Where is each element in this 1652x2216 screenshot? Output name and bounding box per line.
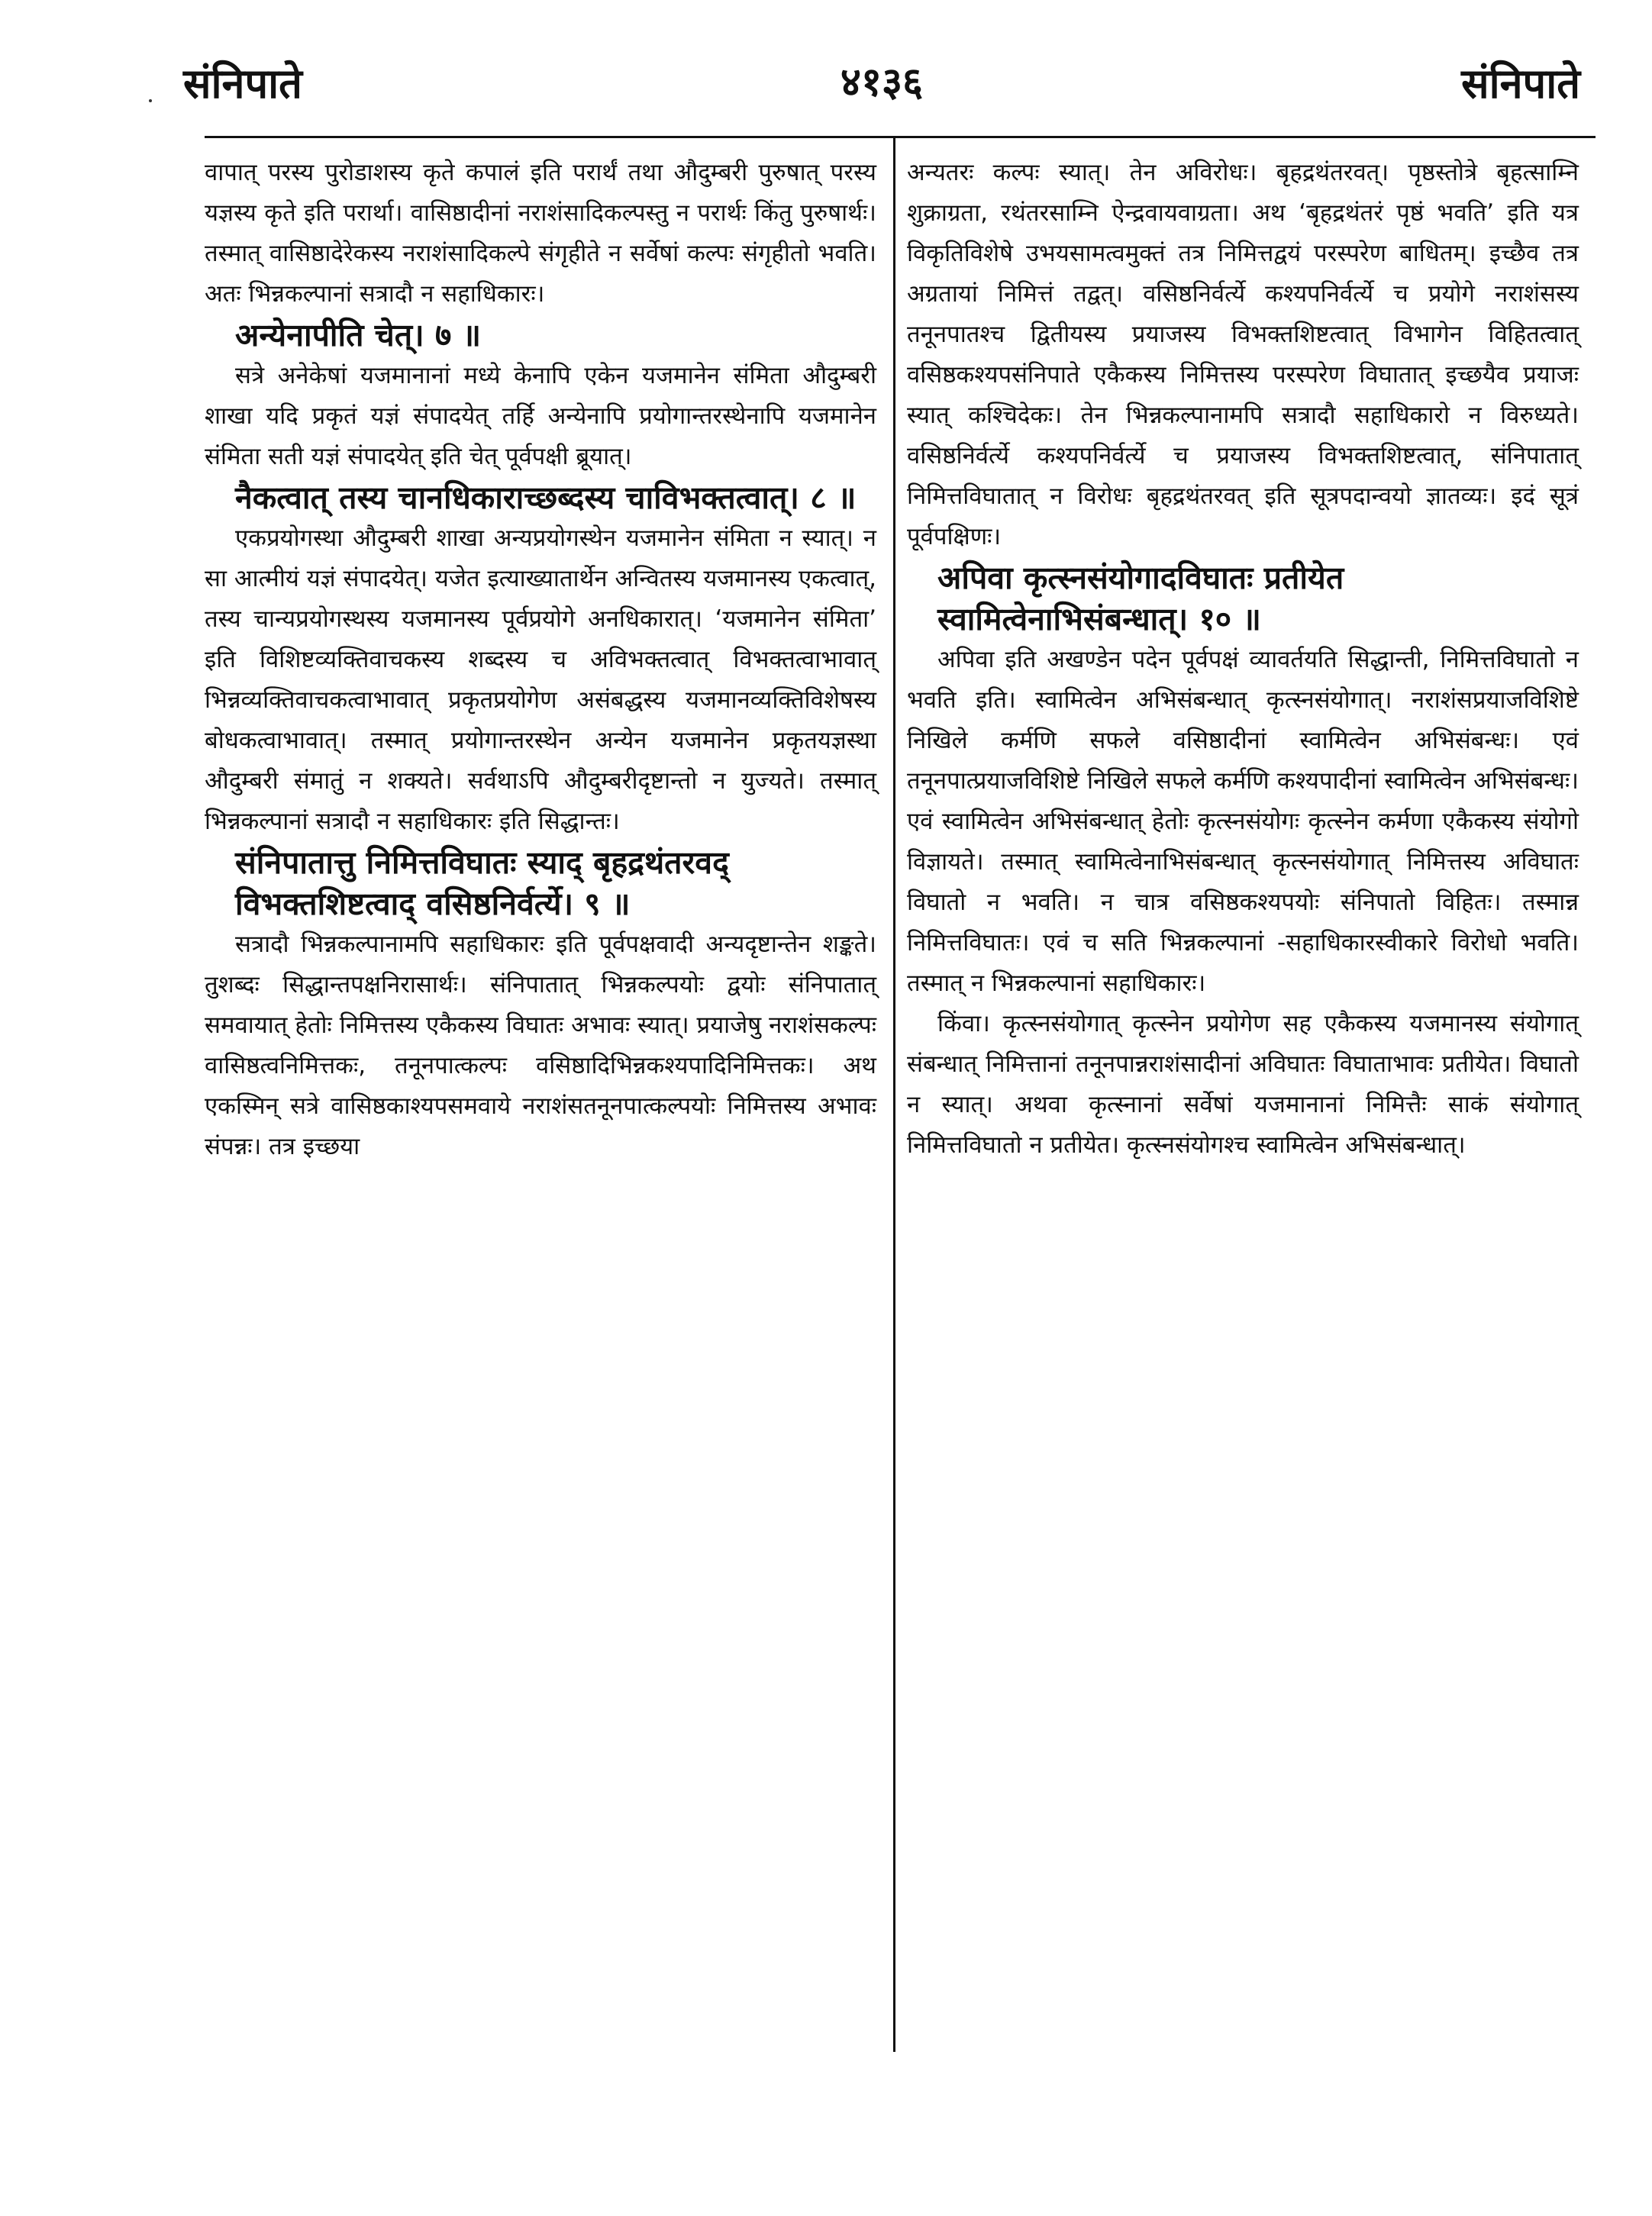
sutra-8: नैकत्वात् तस्य चानधिकाराच्छब्दस्य चाविभक्तत्वात्। ८ ॥: [235, 479, 857, 516]
sutra-10: अपिवा कृत्स्नसंयोगादविघातः प्रतीयेत स्वामित्वेनाभिसंबन्धात्। १० ॥: [937, 560, 1344, 637]
page-header: [183, 53, 1580, 115]
right-column: [907, 153, 1579, 1166]
running-head-right: संनिपाते: [1461, 60, 1580, 108]
commentary-paragraph: सत्रे अनेकेषां यजमानानां मध्ये केनापि एकेन यजमानेन संमिता औदुम्बरी शाखा यदि प्रकृतं यज्ञं संपादयेत् तर्हि अन्येनापि प्रयोगान्तरस्थेनापि यजमानेन संमिता सती यज्ञं संपादयेत् इति चेत् पूर्वपक्षी ब्रूयात्।: [205, 362, 876, 470]
commentary-paragraph: अपिवा इति अखण्डेन पदेन पूर्वपक्षं व्यावर्तयति सिद्धान्ती, निमित्तविघातो न भवति इति। स्वामित्वेन अभिसंबन्धात् कृत्स्नसंयोगात्। नराशंसप्रयाजविशिष्टे निखिले कर्मणि सफले वसिष्ठादीनां स्वामित्वेन अभिसंबन्धः। एवं तनूनपात्प्रयाजविशिष्टे निखिले सफले कर्मणि कश्यपादीनां स्वामित्वेन अभिसंबन्धः। एवं स्वामित्वेन अभिसंबन्धात् हेतोः कृत्स्नसंयोगः कृत्स्नेन कर्मणा एकैकस्य संयोगो विज्ञायते। तस्मात् स्वामित्वेनाभिसंबन्धात् कृत्स्नसंयोगात् निमित्तस्य अविघातः विघातो न भवति। न चात्र वसिष्ठकश्यपयोः संनिपातो विहितः। तस्मान्न निमित्तविघातः। एवं च सति भिन्नकल्पानां -सहाधिकारस्वीकारे विरोधो भवति। तस्मात् न भिन्नकल्पानां सहाधिकारः।: [907, 646, 1579, 997]
commentary-paragraph: वापात् परस्य पुरोडाशस्य कृते कपालं इति परार्थं तथा औदुम्बरी पुरुषात् परस्य यज्ञस्य कृते इति परार्था। वासिष्ठादीनां नराशंसादिकल्पस्तु न परार्थः किंतु पुरुषार्थः। तस्मात् वासिष्ठादेरेकस्य नराशंसादिकल्पे संगृहीते न सर्वेषां कल्पः संगृहीतो भवति। अतः भिन्नकल्पानां सत्रादौ न सहाधिकारः।: [205, 159, 876, 308]
page-number: ४१३६: [840, 60, 924, 105]
running-head-left: संनिपाते: [183, 60, 302, 108]
commentary-paragraph: सत्रादौ भिन्नकल्पानामपि सहाधिकारः इति पूर्वपक्षवादी अन्यदृष्टान्तेन शङ्कते। तुशब्दः सिद्धान्तपक्षनिरासार्थः। संनिपातात् भिन्नकल्पयोः द्वयोः संनिपातात् समवायात् हेतोः निमित्तस्य एकैकस्य विघातः अभावः स्यात्। प्रयाजेषु नराशंसकल्पः वासिष्ठत्वनिमित्तकः, तनूनपात्कल्पः वसिष्ठादिभिन्नकश्यपादिनिमित्तकः। अथ एकस्मिन् सत्रे वासिष्ठकाश्यपसमवाये नराशंसतनूनपात्कल्पयोः निमित्तस्य अभावः संपन्नः। तत्र इच्छया: [205, 931, 876, 1160]
left-column: [205, 153, 876, 1167]
sutra-7: अन्येनापीति चेत्। ७ ॥: [235, 317, 482, 353]
column-divider: [893, 136, 895, 2052]
sutra-9: संनिपातात्तु निमित्तविघातः स्याद् बृहद्रथंतरवद् विभक्तशिष्टत्वाद् वसिष्ठनिर्वर्त्ये। ९ ॥: [235, 844, 729, 922]
commentary-paragraph: एकप्रयोगस्था औदुम्बरी शाखा अन्यप्रयोगस्थेन यजमानेन संमिता न स्यात्। न सा आत्मीयं यज्ञं संपादयेत्। यजेत इत्याख्यातार्थेन अन्वितस्य यजमानस्य एकत्वात्, तस्य चान्यप्रयोगस्थस्य यजमानस्य पूर्वप्रयोगे अनधिकारात्। ‘यजमानेन संमिता’ इति विशिष्टव्यक्तिवाचकस्य शब्दस्य च अविभक्तत्वात् विभक्तत्वाभावात् भिन्नव्यक्तिवाचकत्वाभावात् प्रकृतप्रयोगेण असंबद्धस्य यजमानव्यक्तिविशेषस्य बोधकत्वाभावात्। तस्मात् प्रयोगान्तरस्थेन अन्येन यजमानेन प्रकृतयज्ञस्था औदुम्बरी संमातुं न शक्यते। सर्वथाऽपि औदुम्बरीदृष्टान्तो न युज्यते। तस्मात् भिन्नकल्पानां सत्रादौ न सहाधिकारः इति सिद्धान्तः।: [205, 524, 876, 835]
scan-speck: [149, 99, 152, 102]
header-rule: [205, 136, 1596, 138]
commentary-paragraph: किंवा। कृत्स्नसंयोगात् कृत्स्नेन प्रयोगेण सह एकैकस्य यजमानस्य संयोगात् संबन्धात् निमित्तानां तनूनपान्नराशंसादीनां अविघातः विघाताभावः प्रतीयेत। विघातो न स्यात्। अथवा कृत्स्नानां सर्वेषां यजमानानां निमित्तैः साकं संयोगात् निमित्तविघातो न प्रतीयेत। कृत्स्नसंयोगश्च स्वामित्वेन अभिसंबन्धात्।: [907, 1010, 1579, 1159]
commentary-paragraph: अन्यतरः कल्पः स्यात्। तेन अविरोधः। बृहद्रथंतरवत्। पृष्ठस्तोत्रे बृहत्साम्नि शुक्राग्रता, रथंतरसाम्नि ऐन्द्रवायवाग्रता। अथ ‘बृहद्रथंतरं पृष्ठं भवति’ इति यत्र विकृतिविशेषे उभयसामत्वमुक्तं तत्र निमित्तद्वयं परस्परेण बाधितम्। इच्छैव तत्र अग्रतायां निमित्तं तद्वत्। वसिष्ठनिर्वर्त्ये कश्यपनिर्वर्त्ये च प्रयोगे नराशंसस्य तनूनपातश्च द्वितीयस्य प्रयाजस्य विभक्तशिष्टत्वात् विभागेन विहितत्वात् वसिष्ठकश्यपसंनिपाते एकैकस्य निमित्तस्य परस्परेण विघातात् इच्छयैव प्रयाजः स्यात् कश्चिदेकः। तेन भिन्नकल्पानामपि सत्रादौ सहाधिकारो न विरुध्यते। वसिष्ठनिर्वर्त्ये कश्यपनिर्वर्त्ये च प्रयाजस्य विभक्तशिष्टत्वात्, संनिपातात् निमित्तविघातात् न विरोधः बृहद्रथंतरवत् इति सूत्रपदान्वयो ज्ञातव्यः। इदं सूत्रं पूर्वपक्षिणः।: [907, 159, 1579, 550]
